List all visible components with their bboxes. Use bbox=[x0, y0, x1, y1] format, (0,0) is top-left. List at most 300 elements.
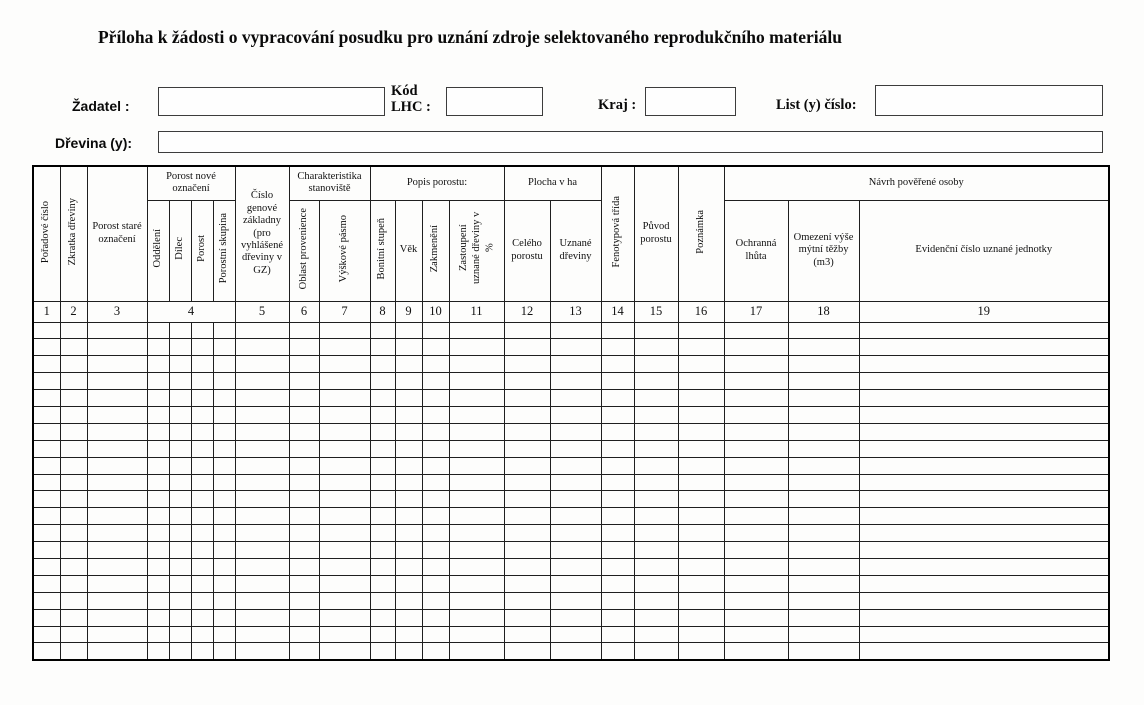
body-cell bbox=[33, 474, 60, 491]
body-cell bbox=[395, 542, 422, 559]
column-number-row bbox=[33, 301, 1109, 322]
body-cell bbox=[87, 558, 147, 575]
body-cell bbox=[60, 339, 87, 356]
body-cell bbox=[213, 474, 235, 491]
col-header-oblast-provenience bbox=[289, 200, 319, 301]
column-number: 14 bbox=[601, 301, 634, 322]
table-row bbox=[33, 542, 1109, 559]
body-cell bbox=[449, 626, 504, 643]
body-cell bbox=[213, 322, 235, 339]
body-cell bbox=[724, 406, 788, 423]
body-cell bbox=[60, 575, 87, 592]
body-cell bbox=[213, 356, 235, 373]
body-cell bbox=[634, 440, 678, 457]
kraj-label: Kraj : bbox=[598, 97, 637, 113]
body-cell bbox=[678, 542, 724, 559]
col-header-oblast-provenience-label: Oblast provenience bbox=[297, 207, 309, 289]
body-cell bbox=[724, 356, 788, 373]
body-cell bbox=[33, 542, 60, 559]
body-cell bbox=[169, 356, 191, 373]
form-table bbox=[32, 165, 1110, 661]
group-header-porost-nove-oznaceni: Porost nové označení bbox=[147, 166, 235, 200]
body-cell bbox=[788, 575, 859, 592]
body-cell bbox=[678, 626, 724, 643]
body-cell bbox=[60, 440, 87, 457]
body-cell bbox=[87, 474, 147, 491]
body-cell bbox=[449, 339, 504, 356]
group-header-charakteristika-stanoviste: Charakteristika stanoviště bbox=[289, 166, 370, 200]
body-cell bbox=[319, 406, 370, 423]
body-cell bbox=[33, 508, 60, 525]
body-cell bbox=[601, 322, 634, 339]
body-cell bbox=[601, 339, 634, 356]
body-cell bbox=[289, 322, 319, 339]
body-cell bbox=[235, 508, 289, 525]
body-cell bbox=[289, 440, 319, 457]
body-cell bbox=[724, 390, 788, 407]
body-cell bbox=[678, 609, 724, 626]
body-cell bbox=[550, 558, 601, 575]
body-cell bbox=[550, 356, 601, 373]
body-cell bbox=[213, 508, 235, 525]
body-cell bbox=[289, 575, 319, 592]
body-cell bbox=[788, 558, 859, 575]
body-cell bbox=[859, 474, 1109, 491]
body-cell bbox=[395, 508, 422, 525]
body-cell bbox=[724, 373, 788, 390]
body-cell bbox=[504, 474, 550, 491]
body-cell bbox=[634, 373, 678, 390]
col-header-evidencni-cislo-uznane-jednotky: Evidenční číslo uznané jednotky bbox=[859, 200, 1109, 301]
body-cell bbox=[449, 575, 504, 592]
body-cell bbox=[504, 626, 550, 643]
body-cell bbox=[395, 423, 422, 440]
body-cell bbox=[550, 423, 601, 440]
body-cell bbox=[289, 339, 319, 356]
kod-lhc-label bbox=[391, 84, 431, 116]
page-title: Příloha k žádosti o vypracování posudku pro uznání zdroje selektovaného reprodukčního materiálu bbox=[97, 27, 842, 47]
body-cell bbox=[724, 525, 788, 542]
body-cell bbox=[289, 356, 319, 373]
body-cell bbox=[319, 474, 370, 491]
body-cell bbox=[504, 457, 550, 474]
body-cell bbox=[60, 643, 87, 660]
body-cell bbox=[395, 558, 422, 575]
body-cell bbox=[289, 558, 319, 575]
body-cell bbox=[859, 575, 1109, 592]
body-cell bbox=[191, 457, 213, 474]
body-cell bbox=[422, 423, 449, 440]
body-cell bbox=[422, 508, 449, 525]
body-cell bbox=[422, 643, 449, 660]
col-header-uznane-dreviny: Uznané dřeviny bbox=[550, 200, 601, 301]
body-cell bbox=[859, 592, 1109, 609]
body-cell bbox=[678, 406, 724, 423]
body-cell bbox=[235, 575, 289, 592]
body-cell bbox=[422, 339, 449, 356]
body-cell bbox=[422, 474, 449, 491]
body-cell bbox=[235, 390, 289, 407]
body-cell bbox=[235, 626, 289, 643]
body-cell bbox=[859, 457, 1109, 474]
body-cell bbox=[601, 542, 634, 559]
body-cell bbox=[422, 322, 449, 339]
body-cell bbox=[634, 356, 678, 373]
body-cell bbox=[601, 423, 634, 440]
body-cell bbox=[87, 423, 147, 440]
body-cell bbox=[87, 592, 147, 609]
body-cell bbox=[634, 423, 678, 440]
body-cell bbox=[601, 491, 634, 508]
body-cell bbox=[395, 474, 422, 491]
body-cell bbox=[634, 525, 678, 542]
body-cell bbox=[289, 474, 319, 491]
body-cell bbox=[678, 457, 724, 474]
body-cell bbox=[395, 373, 422, 390]
body-cell bbox=[370, 525, 395, 542]
body-cell bbox=[634, 508, 678, 525]
body-cell bbox=[87, 339, 147, 356]
body-cell bbox=[449, 609, 504, 626]
body-cell bbox=[87, 525, 147, 542]
body-cell bbox=[788, 643, 859, 660]
body-cell bbox=[422, 525, 449, 542]
body-cell bbox=[87, 542, 147, 559]
body-cell bbox=[788, 440, 859, 457]
table-row bbox=[33, 525, 1109, 542]
body-cell bbox=[319, 339, 370, 356]
body-cell bbox=[169, 542, 191, 559]
column-number: 10 bbox=[422, 301, 449, 322]
body-cell bbox=[724, 508, 788, 525]
body-cell bbox=[859, 390, 1109, 407]
body-cell bbox=[191, 643, 213, 660]
body-cell bbox=[504, 440, 550, 457]
body-cell bbox=[504, 322, 550, 339]
col-header-dilec-label: Dílec bbox=[173, 236, 185, 260]
body-cell bbox=[147, 558, 169, 575]
body-cell bbox=[319, 592, 370, 609]
table-row bbox=[33, 423, 1109, 440]
col-header-porost-stare-oznaceni: Porost staré označení bbox=[87, 166, 147, 301]
body-cell bbox=[289, 423, 319, 440]
table-row bbox=[33, 339, 1109, 356]
body-cell bbox=[191, 609, 213, 626]
body-cell bbox=[213, 390, 235, 407]
table-row bbox=[33, 491, 1109, 508]
body-cell bbox=[60, 322, 87, 339]
body-cell bbox=[422, 558, 449, 575]
body-cell bbox=[678, 339, 724, 356]
col-header-bonitni-stupen bbox=[370, 200, 395, 301]
body-cell bbox=[213, 423, 235, 440]
body-cell bbox=[319, 542, 370, 559]
body-cell bbox=[504, 491, 550, 508]
col-header-zkratka-dreviny-label: Zkratka dřeviny bbox=[67, 197, 79, 266]
body-cell bbox=[87, 643, 147, 660]
body-cell bbox=[859, 322, 1109, 339]
body-cell bbox=[87, 356, 147, 373]
body-cell bbox=[169, 626, 191, 643]
col-header-zastoupeni-uznane-dreviny bbox=[449, 200, 504, 301]
body-cell bbox=[60, 626, 87, 643]
body-cell bbox=[147, 525, 169, 542]
body-cell bbox=[169, 373, 191, 390]
body-cell bbox=[634, 609, 678, 626]
body-cell bbox=[235, 373, 289, 390]
body-cell bbox=[395, 322, 422, 339]
body-cell bbox=[724, 592, 788, 609]
body-cell bbox=[289, 406, 319, 423]
body-cell bbox=[422, 626, 449, 643]
body-cell bbox=[33, 558, 60, 575]
body-cell bbox=[504, 390, 550, 407]
body-cell bbox=[422, 373, 449, 390]
body-cell bbox=[370, 423, 395, 440]
col-header-vyskove-pasmo-label: Výškové pásmo bbox=[338, 214, 350, 282]
body-cell bbox=[60, 457, 87, 474]
list-cislo-input[interactable] bbox=[875, 85, 1103, 116]
body-cell bbox=[601, 626, 634, 643]
body-cell bbox=[60, 491, 87, 508]
body-cell bbox=[449, 440, 504, 457]
body-cell bbox=[550, 440, 601, 457]
body-cell bbox=[235, 542, 289, 559]
body-cell bbox=[678, 474, 724, 491]
body-cell bbox=[213, 542, 235, 559]
body-cell bbox=[213, 558, 235, 575]
body-cell bbox=[449, 558, 504, 575]
body-cell bbox=[788, 390, 859, 407]
body-cell bbox=[788, 609, 859, 626]
drevina-input[interactable] bbox=[158, 131, 1103, 153]
body-cell bbox=[859, 643, 1109, 660]
body-cell bbox=[370, 542, 395, 559]
body-cell bbox=[724, 491, 788, 508]
body-cell bbox=[191, 423, 213, 440]
body-cell bbox=[788, 474, 859, 491]
col-header-celeho-porostu: Celého porostu bbox=[504, 200, 550, 301]
body-cell bbox=[449, 373, 504, 390]
body-cell bbox=[370, 390, 395, 407]
body-cell bbox=[169, 609, 191, 626]
body-cell bbox=[395, 390, 422, 407]
body-cell bbox=[422, 390, 449, 407]
body-cell bbox=[859, 626, 1109, 643]
col-header-oddeleni-label: Oddělení bbox=[151, 229, 163, 268]
body-cell bbox=[449, 390, 504, 407]
body-cell bbox=[60, 356, 87, 373]
body-cell bbox=[601, 390, 634, 407]
body-cell bbox=[33, 609, 60, 626]
body-cell bbox=[235, 474, 289, 491]
body-cell bbox=[395, 525, 422, 542]
body-cell bbox=[678, 373, 724, 390]
column-number: 6 bbox=[289, 301, 319, 322]
body-cell bbox=[289, 457, 319, 474]
body-cell bbox=[678, 575, 724, 592]
body-cell bbox=[859, 542, 1109, 559]
body-cell bbox=[169, 474, 191, 491]
body-cell bbox=[235, 592, 289, 609]
body-cell bbox=[788, 457, 859, 474]
body-cell bbox=[191, 491, 213, 508]
body-cell bbox=[395, 575, 422, 592]
kraj-input[interactable] bbox=[645, 87, 736, 116]
col-header-fenotypova-trida-label: Fenotypová třída bbox=[611, 195, 623, 268]
body-cell bbox=[370, 440, 395, 457]
body-cell bbox=[370, 356, 395, 373]
body-cell bbox=[678, 525, 724, 542]
body-cell bbox=[319, 626, 370, 643]
body-cell bbox=[191, 356, 213, 373]
body-cell bbox=[550, 406, 601, 423]
body-cell bbox=[60, 373, 87, 390]
body-cell bbox=[235, 558, 289, 575]
body-cell bbox=[289, 508, 319, 525]
body-cell bbox=[422, 592, 449, 609]
group-header-popis-porostu: Popis porostu: bbox=[370, 166, 504, 200]
body-cell bbox=[191, 558, 213, 575]
col-header-zkratka-dreviny bbox=[60, 166, 87, 301]
body-cell bbox=[235, 609, 289, 626]
body-cell bbox=[147, 390, 169, 407]
body-cell bbox=[788, 373, 859, 390]
body-cell bbox=[33, 626, 60, 643]
body-cell bbox=[601, 609, 634, 626]
body-cell bbox=[601, 592, 634, 609]
col-header-ochranna-lhuta: Ochranná lhůta bbox=[724, 200, 788, 301]
body-cell bbox=[235, 457, 289, 474]
body-cell bbox=[724, 558, 788, 575]
body-cell bbox=[859, 339, 1109, 356]
body-cell bbox=[634, 390, 678, 407]
body-cell bbox=[859, 525, 1109, 542]
zadatel-label: Žadatel : bbox=[72, 98, 130, 114]
body-cell bbox=[422, 542, 449, 559]
body-cell bbox=[449, 542, 504, 559]
body-cell bbox=[395, 609, 422, 626]
body-cell bbox=[169, 491, 191, 508]
table-row bbox=[33, 474, 1109, 491]
body-cell bbox=[60, 508, 87, 525]
body-cell bbox=[634, 626, 678, 643]
body-cell bbox=[191, 474, 213, 491]
body-cell bbox=[449, 592, 504, 609]
body-cell bbox=[33, 575, 60, 592]
kod-lhc-input[interactable] bbox=[446, 87, 543, 116]
body-cell bbox=[319, 643, 370, 660]
body-cell bbox=[289, 390, 319, 407]
drevina-label: Dřevina (y): bbox=[55, 135, 133, 151]
body-cell bbox=[235, 356, 289, 373]
body-cell bbox=[370, 643, 395, 660]
body-cell bbox=[788, 339, 859, 356]
body-cell bbox=[724, 609, 788, 626]
body-cell bbox=[191, 575, 213, 592]
col-header-porost-label: Porost bbox=[195, 234, 207, 262]
body-cell bbox=[33, 373, 60, 390]
column-number: 9 bbox=[395, 301, 422, 322]
body-cell bbox=[147, 626, 169, 643]
body-cell bbox=[370, 491, 395, 508]
body-cell bbox=[449, 643, 504, 660]
body-cell bbox=[724, 440, 788, 457]
body-cell bbox=[422, 575, 449, 592]
table-row bbox=[33, 457, 1109, 474]
body-cell bbox=[213, 575, 235, 592]
body-cell bbox=[87, 491, 147, 508]
body-cell bbox=[788, 322, 859, 339]
body-cell bbox=[33, 339, 60, 356]
body-cell bbox=[319, 373, 370, 390]
body-cell bbox=[147, 339, 169, 356]
body-cell bbox=[289, 626, 319, 643]
body-cell bbox=[678, 440, 724, 457]
body-cell bbox=[87, 390, 147, 407]
body-cell bbox=[147, 373, 169, 390]
col-header-zastoupeni-uznane-dreviny-label: Zastoupení uznané dřeviny v % bbox=[457, 212, 496, 285]
body-cell bbox=[550, 525, 601, 542]
body-cell bbox=[422, 406, 449, 423]
body-cell bbox=[319, 609, 370, 626]
body-cell bbox=[859, 491, 1109, 508]
body-cell bbox=[289, 592, 319, 609]
body-cell bbox=[788, 406, 859, 423]
body-cell bbox=[449, 525, 504, 542]
body-cell bbox=[33, 643, 60, 660]
body-cell bbox=[859, 558, 1109, 575]
body-cell bbox=[370, 626, 395, 643]
header-group-row bbox=[33, 166, 1109, 200]
body-cell bbox=[235, 423, 289, 440]
body-cell bbox=[87, 626, 147, 643]
body-cell bbox=[788, 356, 859, 373]
body-cell bbox=[289, 609, 319, 626]
body-cell bbox=[504, 525, 550, 542]
body-cell bbox=[724, 626, 788, 643]
body-cell bbox=[724, 474, 788, 491]
column-number: 2 bbox=[60, 301, 87, 322]
body-cell bbox=[788, 626, 859, 643]
body-cell bbox=[370, 322, 395, 339]
body-cell bbox=[213, 406, 235, 423]
body-cell bbox=[235, 525, 289, 542]
body-cell bbox=[235, 406, 289, 423]
body-cell bbox=[289, 525, 319, 542]
body-cell bbox=[370, 592, 395, 609]
table-row bbox=[33, 643, 1109, 660]
group-header-navrh-poverene-osoby: Návrh pověřené osoby bbox=[724, 166, 1109, 200]
body-cell bbox=[634, 542, 678, 559]
body-cell bbox=[550, 373, 601, 390]
body-cell bbox=[678, 508, 724, 525]
body-cell bbox=[33, 423, 60, 440]
col-header-porost bbox=[191, 200, 213, 301]
body-cell bbox=[169, 525, 191, 542]
body-cell bbox=[550, 322, 601, 339]
body-cell bbox=[87, 609, 147, 626]
body-cell bbox=[319, 491, 370, 508]
body-cell bbox=[678, 491, 724, 508]
zadatel-input[interactable] bbox=[158, 87, 385, 116]
body-cell bbox=[395, 491, 422, 508]
col-header-fenotypova-trida bbox=[601, 166, 634, 301]
body-cell bbox=[859, 508, 1109, 525]
body-cell bbox=[147, 575, 169, 592]
body-cell bbox=[191, 373, 213, 390]
body-cell bbox=[289, 491, 319, 508]
